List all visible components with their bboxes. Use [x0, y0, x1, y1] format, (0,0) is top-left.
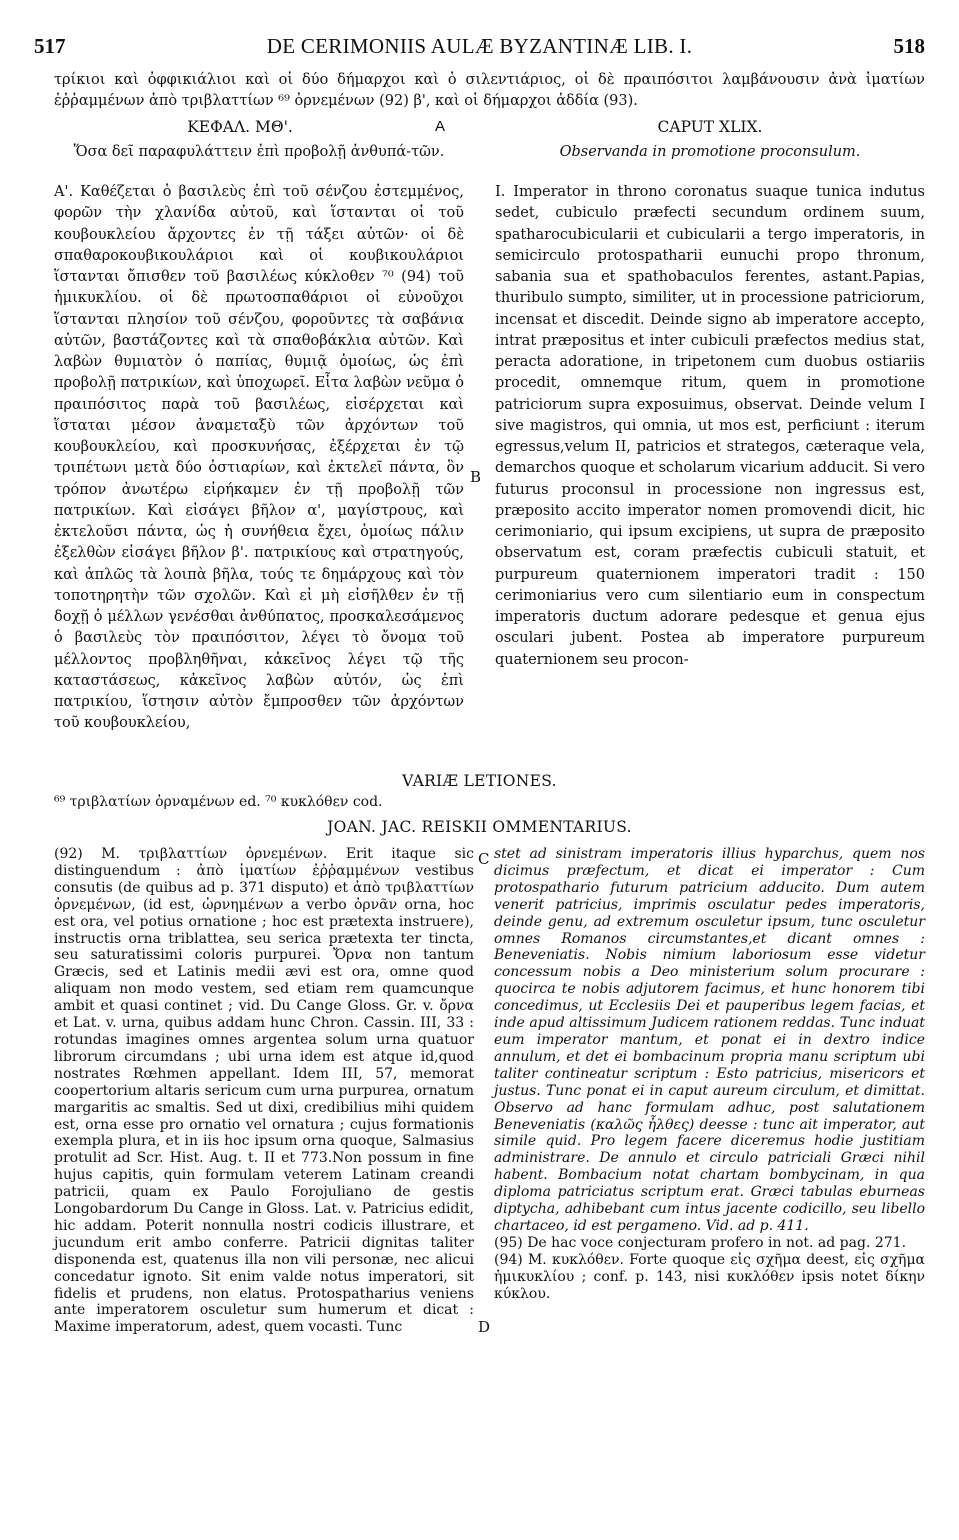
running-header: [34, 34, 925, 60]
commentary-note-94: (94) M. κυκλόθεν. Forte quoque εἰς σχῆμα deest, εἰς σχῆμα ἡμικυκλίου ; conf. p. 143, nisi κυκλόθεν ipsis notet δίκην κύκλου.: [494, 1251, 925, 1302]
latin-chapter-subtitle: Observanda in promotione proconsulum.: [559, 144, 861, 160]
margin-marker-b: B: [470, 468, 482, 486]
margin-marker-d: D: [478, 1318, 491, 1336]
margin-marker-c: C: [478, 850, 490, 868]
commentary-left-column: [54, 846, 474, 1336]
commentary-right-column: [494, 846, 925, 1302]
greek-paragraph: Α'. Καθέζεται ὁ βασιλεὺς ἐπὶ τοῦ σένζου ἐστεμμένος, φορῶν τὴν χλανίδα αὐτοῦ, καὶ ἵστανται οἱ τοῦ κουβουκλείου ἄρχοντες ἐν τῇ τάξει αὐτῶν· οἱ δὲ σπαθαροκουβικουλάριοι καὶ οἱ κουβικουλάριοι ἵστανται ὄπισθεν τοῦ βασιλέως κύκλοθεν ⁷⁰ (94) τοῦ ἡμικυκλίου. οἱ δὲ πρωτοσπαθάριοι οἱ εὐνοῦχοι ἵστανται πλησίον τοῦ σένζου, φοροῦντες τὰ σαβάνια αὐτῶν, βαστάζοντες καὶ τὰ σπαθοβάκλια αὐτῶν. Καὶ λαβὼν θυμιατὸν ὁ παπίας, θυμιᾷ ὁμοίως, ὡς ἐπὶ προβολῇ πατρικίων, καὶ ὑποχωρεῖ. Εἶτα λαβὼν νεῦμα ὁ πραιπόσιτος παρὰ τοῦ βασιλέως, εἰσέρχεται καὶ ἵσταται μέσον ἀναμεταξὺ τῶν ἀρχόντων τοῦ κουβουκλείου, καὶ προσκυνήσας, ἐξέρχεται ἐν τῷ τριπέτωνι μετὰ δύο ὀστιαρίων, καὶ ἐκτελεῖ πάντα, ὃν τρόπον ἀνωτέρω εἰρήκαμεν ἐν τῇ προβολῇ τῶν πατρικίων. Καὶ εἰσάγει βῆλον α', μαγίστρους, καὶ ἐκτελοῦσι πάντα, ὡς ἡ συνήθεια ἔχει, ὁμοίως πάλιν ἐξελθὼν εἰσάγει βῆλον β'. πατρικίους καὶ στρατηγούς, καὶ ἁπλῶς τὰ λοιπὰ βῆλα, τούς τε δημάρχους καὶ τὸν τοποτηρητὴν τῶν σχολῶν. Καὶ εἰ μὴ εἰσῆλθεν ἐν τῇ δοχῇ ὁ μέλλων γενέσθαι ἀνθύπατος, προσκαλεσάμενος ὁ βασιλεὺς τὸν πραιπόσιτον, λέγει τὸ ὄνομα τοῦ μέλλοντος προβληθῆναι, κἀκεῖνος λέγει τῷ τῆς καταστάσεως, κἀκεῖνος λαβὼν αὐτόν, ὡς ἐπὶ πατρικίου, ἵστησιν αὐτὸν ἔμπροσθεν τῶν ἀρχόντων τοῦ κουβουκλείου,: [54, 184, 464, 732]
margin-marker-a: A: [435, 118, 446, 135]
latin-chapter-heading: CAPUT XLIX.: [657, 118, 763, 136]
greek-chapter-subtitle: Ὅσα δεῖ παραφυλάττειν ἐπὶ προβολῇ ἀνθυπά-τῶν.: [73, 144, 445, 160]
chapter-heading-row: [0, 118, 959, 142]
variae-lectiones-text: ⁶⁹ τριβλατίων ὀρναμένων ed. ⁷⁰ κυκλόθεν cod.: [54, 794, 383, 810]
commentary-title: JOAN. JAC. REISKII OMMENTARIUS.: [327, 818, 632, 836]
right-page-number: 518: [893, 34, 925, 58]
commentary-continuation: stet ad sinistram imperatoris illius hyparchus, quem nos dicimus præfectum, et dicat ei imperator : Cum protospathario futurum patricium adducito. Dum autem venerit patricius, imprimis osculatur pedes imperatoris, deinde genu, ad extremum osculetur ipsum, tunc osculetur omnes Romanos circumstantes,et dicant omnes : Beneveniatis. Nobis nimium laboriosum esse videtur concessum nobis a Deo ministerium solum procurare : quocirca te nobis adjutorem facimus, et hunc honorem tibi concedimus, ut Ecclesiis Dei et pauperibus legem facias, et inde apud altissimum Judicem rationem reddas. Tunc induat eum imperator mantum, et ponat ei in dextro indice annulum, et det ei bombacinum propria manu scriptum ubi taliter contineatur scriptum : Esto patricius, misericors et justus. Tunc ponat ei in caput aureum circulum, et dimittat. Observo ad hanc formulam adhuc, post salutationem Beneveniatis (καλῶς ἦλθες) deesse : tunc ait imperator, aut simile quid. Pro legem facere diceremus hodie justitiam administrare. De annulo et circulo patriciali Græci nihil habent. Bombacium notat chartam bombycinam, in qua diploma patriciatus scriptum erat. Græci tabulas eburneas diptycha, adhibebant cum intus jacente codicillo, seu libello chartaceo, id est pergameno. Vid. ad p. 411.: [494, 846, 925, 1234]
commentary-note-95: (95) De hac voce conjecturam profero in not. ad pag. 271.: [494, 1234, 907, 1251]
commentary-note-92: (92) M. τριβλαττίων ὀρνεμένων. Erit itaque sic distinguendum : ἀπὸ ἱματίων ἐῤῥαμμένων vestibus consutis (de quibus ad p. 371 disputo) et ἀπὸ τριβλαττίων ὀρνεμένων, (id est, ὠρνημένων a verbo ὀρνᾶν orna, hoc est ora, vel potius ornatione ; hoc est prætexta instruere), instructis orna triblattea, seu serica prætexta ter tincta, seu saturatissimi coloris purpurei. Ὄρνα non tantum Græcis, sed et Latinis medii ævi est ora, omne quod aliquam non modo vestem, sed etiam rem quamcunque ambit et quasi continet ; vid. Du Cange Gloss. Gr. v. ὄρνα et Lat. v. urna, quibus addam hunc Chron. Cassin. III, 33 : rotundas imagines omnes argentea solum urna quatuor librorum circumdans ; ubi urna idem est atque id,quod nostrates Rœhmen appellant. Idem III, 57, memorat coopertorium altaris sericum cum urna purpurea, ornatum margaritis ac smaltis. Sed ut dixi, credibilius mihi quidem est, orna esse pro ornatio vel ornatura ; cujus formationis exempla plura, et in iis hoc ipsum orna quoque, Salmasius protulit ad Scr. Hist. Aug. t. II et 773.Non possum in fine hujus capitis, quin formulam veterem Latinam creandi patricii, quam ex Paulo Forojuliano de gestis Longobardorum Du Cange in Gloss. Lat. v. Patricius edidit, hic addam. Poterit nonnulla nostri codicis illustrare, et jucundum erit ambo conferre. Patricii dignitas taliter disponenda est, quatenus illa non vili personæ, nec alicui concedatur ignoto. Sit enim valde notus imperatori, sit fidelis et prudens, non elatus. Protospatharius veniens ante imperatorem osculetur sum humerum et dicat : Maxime imperatorum, adest, quem vocasti. Tunc: [54, 846, 474, 1336]
greek-chapter-heading: ΚΕΦΑΛ. ΜΘ'.: [187, 118, 293, 136]
greek-text-column: [54, 182, 464, 735]
variae-lectiones-title: VARIÆ LETIONES.: [402, 772, 557, 790]
left-page-number: 517: [34, 34, 66, 58]
running-title: DE CERIMONIIS AULÆ BYZANTINÆ LIB. I.: [266, 34, 693, 58]
latin-text-column: [495, 182, 925, 671]
latin-paragraph: I. Imperator in throno coronatus suaque tunica indutus sedet, cubiculo præfecti secundum ordinem suum, spatharocubicularii et cubicularii a tergo imperatoris, in semicirculo protospatharii eunuchi propo thronum, sabania sua et spathobaculos ferentes, astant.Papias, thuribulo sumpto, similiter, ut in processione patriciorum, incensat et discedit. Deinde signo ab imperatore accepto, intrat præpositus et inter cubiculi præfectos medius stat, peracta adoratione, in tripetonem cum duobus ostiariis procedit, omnemque ritum, quem in promotione patriciorum supra exposuimus, observat. Deinde velum I sive magistros, qui omnia, ut mos est, perficiunt : iterum egressus,velum II, patricios et strategos, cæteraque vela, demarchos quoque et scholarum vicarium adducit. Si vero futurus proconsul in processione non ingressus est, præposito accito imperator nomen promovendi dicit, hic cerimoniario, qui ipsum excipiens, ut supra de præposito observatum est, coram præfectis cubiculi statuit, et purpureum quaternionem imperatori tradit : 150 cerimoniarius vero cum silentiario eum in conspectum imperatoris ductum adorare pedesque et genua ejus osculari jubent. Postea ab imperatore purpureum quaternionem seu procon-: [495, 184, 925, 668]
opening-greek-paragraph: τρίκιοι καὶ ὀφφικιάλιοι καὶ οἱ δύο δήμαρχοι καὶ ὁ σιλεντιάριος, οἱ δὲ πραιπόσιτοι λαμβάνουσιν ἀνὰ ἱματίων ἐῤῥαμμένων ἀπὸ τριβλαττίων ⁶⁹ ὀρνεμένων (92) β', καὶ οἱ δήμαρχοι ἀδδία (93).: [54, 72, 925, 109]
